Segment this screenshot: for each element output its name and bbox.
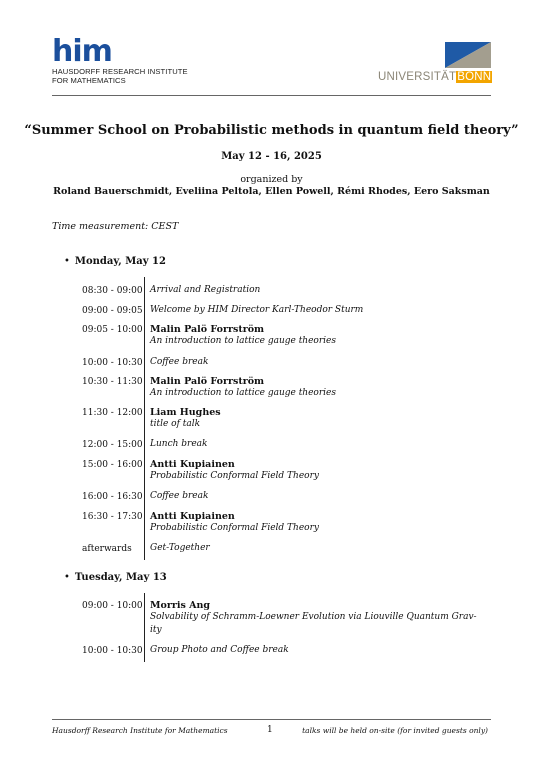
organized-by-label: organized by xyxy=(240,174,303,185)
page-title: “Summer School on Probabilistic methods in quantum field theory” xyxy=(24,123,519,138)
session-time: 15:00 - 16:00 xyxy=(82,460,143,470)
session-time: 10:00 - 10:30 xyxy=(82,358,143,368)
session-title: title of talk xyxy=(150,419,201,429)
bonn-logo-mark xyxy=(445,42,491,68)
bonn-logo-highlight: BONN xyxy=(457,71,492,83)
organizers: Roland Bauerschmidt, Eveliina Peltola, Ellen Powell, Rémi Rhodes, Eero Saksman xyxy=(53,186,490,197)
session-time: 09:00 - 09:05 xyxy=(82,306,143,316)
institute-name-line2: FOR MATHEMATICS xyxy=(52,76,126,85)
session-title: Lunch break xyxy=(150,439,208,449)
day-label: Tuesday, May 13 xyxy=(74,572,167,583)
bonn-logo-text xyxy=(378,71,491,84)
him-logo xyxy=(52,34,188,85)
page-number: 1 xyxy=(267,725,273,735)
session-title: Coffee break xyxy=(150,491,209,501)
session-title: Solvability of Schramm-Loewner Evolution via Liouville Quantum Grav- xyxy=(150,612,477,622)
session-title: Arrival and Registration xyxy=(150,285,261,295)
session-speaker: Antti Kupiainen xyxy=(150,459,235,470)
session-title: Get-Together xyxy=(150,543,210,553)
footer-institute: Hausdorff Research Institute for Mathematics xyxy=(52,726,228,735)
session-time: 10:00 - 10:30 xyxy=(82,646,143,656)
session-title: Probabilistic Conformal Field Theory xyxy=(150,523,319,533)
institute-name-line1: HAUSDORFF RESEARCH INSTITUTE xyxy=(52,67,188,76)
time-measurement-note: Time measurement: CEST xyxy=(52,221,179,232)
session-title: Coffee break xyxy=(150,357,209,367)
header-divider xyxy=(52,95,491,96)
day-heading-tuesday xyxy=(64,572,167,583)
schedule-divider-tuesday xyxy=(144,593,145,662)
bullet-icon: • xyxy=(64,256,70,267)
session-title: Group Photo and Coffee break xyxy=(150,645,289,655)
session-speaker: Morris Ang xyxy=(150,600,211,611)
session-time: 12:00 - 15:00 xyxy=(82,440,143,450)
bullet-icon: • xyxy=(64,572,70,583)
session-speaker: Antti Kupiainen xyxy=(150,511,235,522)
session-title: Welcome by HIM Director Karl-Theodor Sturm xyxy=(150,305,364,315)
session-time: 16:00 - 16:30 xyxy=(82,492,143,502)
session-title: An introduction to lattice gauge theories xyxy=(150,388,336,398)
session-time: 11:30 - 12:00 xyxy=(82,408,143,418)
session-speaker: Malin Palö Forrström xyxy=(150,324,265,335)
him-wordmark: him xyxy=(52,34,112,69)
session-title: Probabilistic Conformal Field Theory xyxy=(150,471,319,481)
session-time: 16:30 - 17:30 xyxy=(82,512,143,522)
session-title-continuation: ity xyxy=(150,625,162,635)
session-time: 09:05 - 10:00 xyxy=(82,325,143,335)
session-time: 09:00 - 10:00 xyxy=(82,601,143,611)
session-speaker: Malin Palö Forrström xyxy=(150,376,265,387)
bonn-logo-prefix: UNIVERSITÄT xyxy=(378,71,457,83)
session-time: 08:30 - 09:00 xyxy=(82,286,143,296)
session-time: 10:30 - 11:30 xyxy=(82,377,143,387)
day-label: Monday, May 12 xyxy=(74,256,166,267)
footer-divider xyxy=(52,719,491,720)
schedule-divider-monday xyxy=(144,277,145,560)
event-dates: May 12 - 16, 2025 xyxy=(221,151,322,162)
footer-note: talks will be held on-site (for invited guests only) xyxy=(302,726,488,735)
day-heading-monday xyxy=(64,256,166,267)
session-speaker: Liam Hughes xyxy=(150,407,221,418)
session-title: An introduction to lattice gauge theories xyxy=(150,336,336,346)
session-time: afterwards xyxy=(82,544,132,554)
